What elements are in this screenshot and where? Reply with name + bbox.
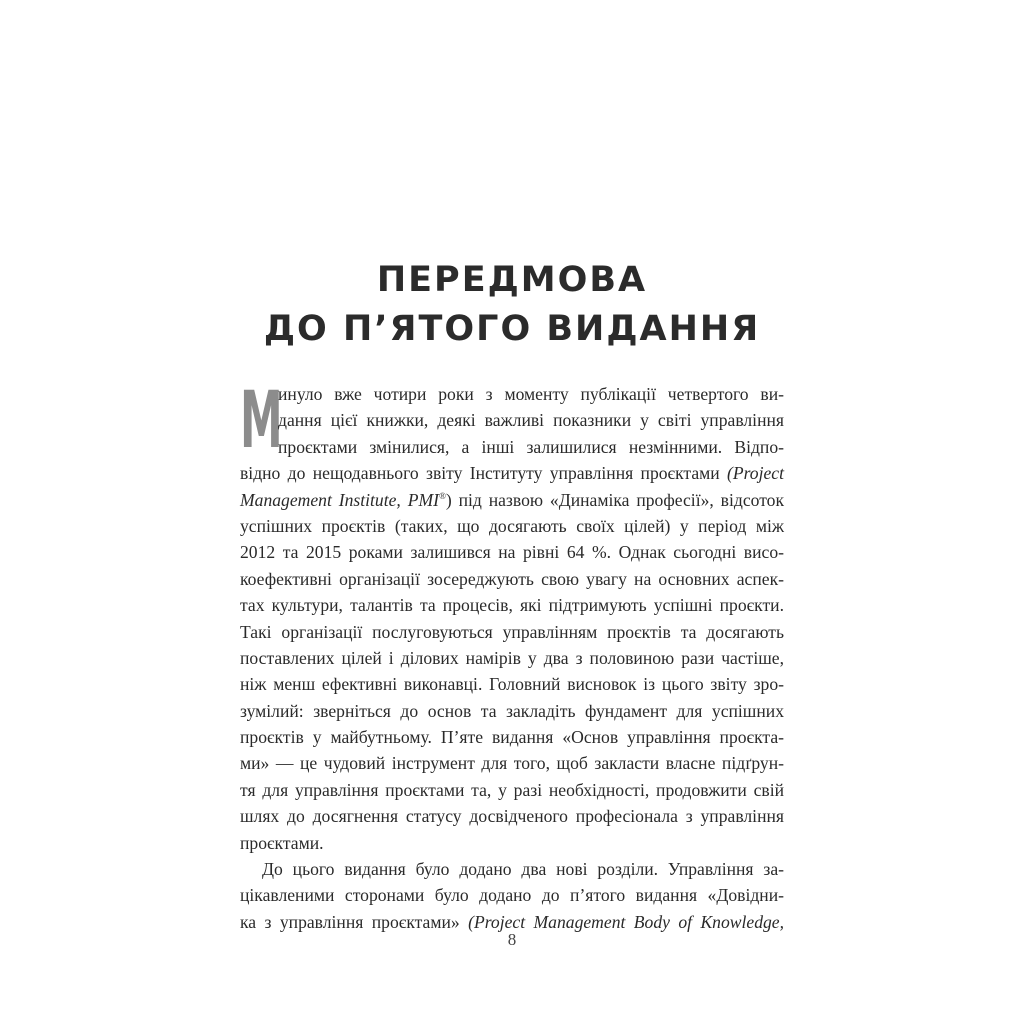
text-line: ми» — це чудовий інструмент для того, щоб закласти власне підґрун- bbox=[240, 753, 784, 774]
text-line: 2012 та 2015 роками залишився на рівні 64 %. Однак сьогодні висо- bbox=[240, 542, 784, 563]
text-line: тя для управління проєктами та, у разі необхідності, продовжити свій bbox=[240, 779, 784, 800]
text-line: відно до нещодавнього звіту Інституту управління проєктами (Project bbox=[240, 463, 784, 484]
text-line: Такі організації послуговуються управлінням проєктів та досягають bbox=[240, 621, 784, 642]
text-line: проєктами. bbox=[240, 832, 324, 853]
body-text bbox=[240, 376, 785, 935]
text-line: шлях до досягнення статусу досвідченого професіонала з управління bbox=[240, 806, 784, 827]
text-line: успішних проєктів (таких, що досягають своїх цілей) у період між bbox=[240, 515, 784, 536]
text-line: коефективні організації зосереджують свою увагу на основних аспек- bbox=[240, 568, 784, 589]
text-line: проєктами змінилися, а інші залишилися незмінними. Відпо- bbox=[278, 436, 784, 457]
text-line: зумілий: зверніться до основ та закладіть фундамент для успішних bbox=[240, 700, 784, 721]
drop-cap-letter: М bbox=[240, 376, 283, 466]
text-line: дання цієї книжки, деякі важливі показники у світі управління bbox=[278, 410, 784, 431]
text-line: тах культури, талантів та процесів, які підтримують успішні проєкти. bbox=[240, 595, 784, 616]
text-line: ніж менш ефективні виконавці. Головний висновок із цього звіту зро- bbox=[240, 674, 784, 695]
text-line: ка з управління проєктами» (Project Management Body of Knowledge, bbox=[240, 911, 785, 932]
text-line: поставлених цілей і ділових намірів у два з половиною рази частіше, bbox=[240, 647, 784, 668]
text-line: проєктів у майбутньому. П’яте видання «Основ управління проєкта- bbox=[240, 727, 784, 748]
text-line: инуло вже чотири роки з моменту публікації четвертого ви- bbox=[278, 384, 784, 404]
text-line: Management Institute, PMI®) під назвою «Динаміка професії», відсоток bbox=[240, 489, 784, 510]
text-line: До цього видання було додано два нові розділи. Управління за- bbox=[262, 859, 784, 880]
chapter-title-line-2: ДО П’ЯТОГО ВИДАННЯ bbox=[263, 309, 761, 349]
text-line: цікавленими сторонами було додано до п’ятого видання «Довідни- bbox=[240, 885, 784, 906]
chapter-title-line-1: ПЕРЕДМОВА bbox=[376, 260, 648, 300]
page-number: 8 bbox=[507, 930, 517, 949]
